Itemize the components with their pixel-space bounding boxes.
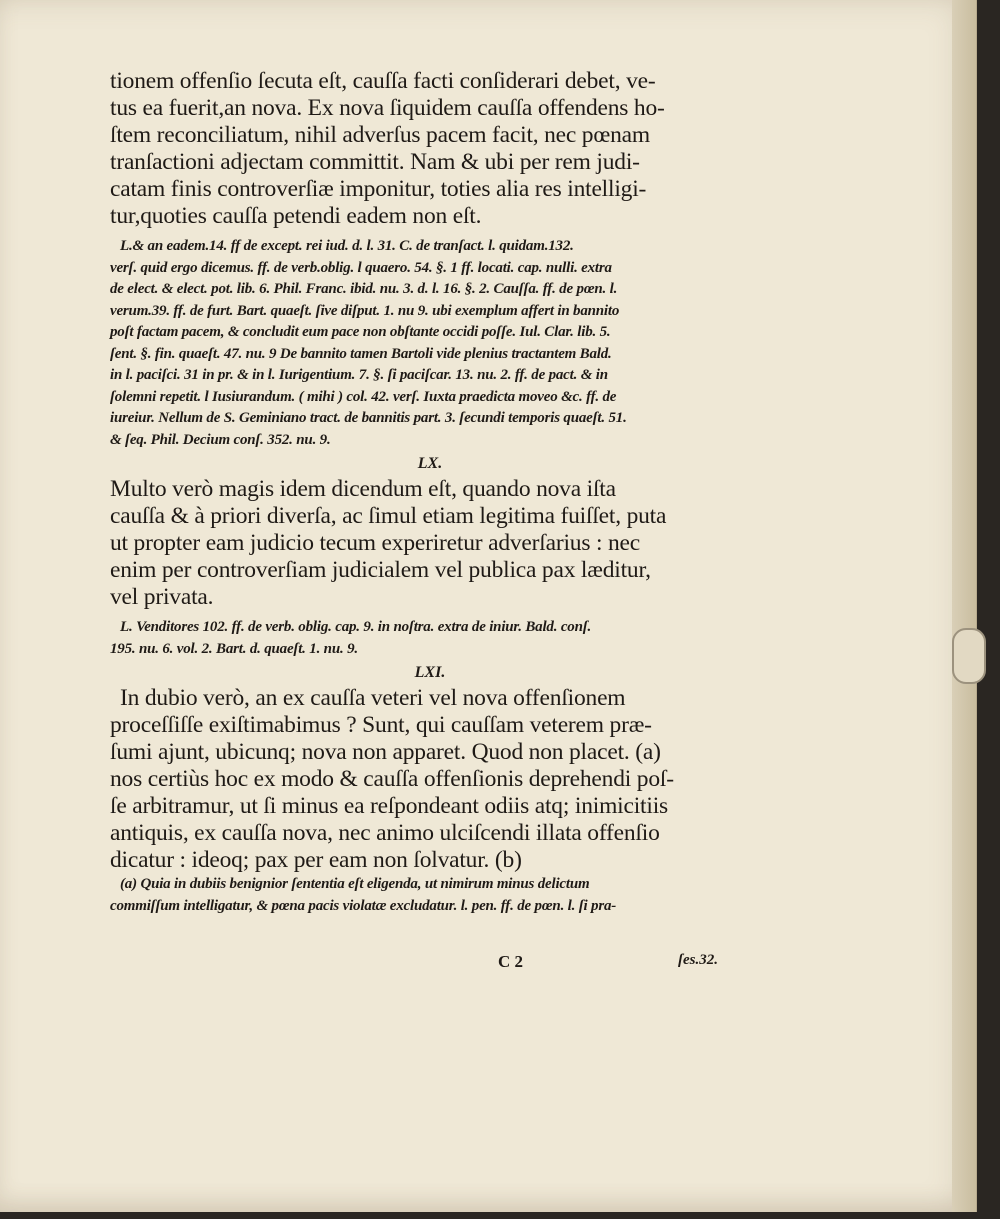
note-line: de elect. & elect. pot. lib. 6. Phil. Franc. ibid. nu. 3. d. l. 16. §. 2. Cauſſa. ff. de pœn. l. [110, 281, 618, 297]
paragraph-1 [110, 68, 750, 230]
note-line: verum.39. ff. de furt. Bart. quaeſt. ſive diſput. 1. nu 9. ubi exemplum affert in bannito [110, 302, 620, 319]
text-line: tur,quoties cauſſa petendi eadem non eſt. [110, 203, 482, 229]
paragraph-3 [110, 685, 750, 874]
note-line: poſt factam pacem, & concludit eum pace non obſtante occidi poſſe. Iul. Clar. lib. 5. [110, 324, 611, 340]
footnotes-3 [110, 874, 750, 917]
note-line: in l. paciſci. 31 in pr. & in l. Iurigentium. 7. §. ſi paciſcar. 13. nu. 2. ff. de pact. & in [110, 367, 608, 383]
note-line: & ſeq. Phil. Decium conſ. 352. nu. 9. [110, 431, 331, 448]
text-line: tranſactioni adjectam committit. Nam & ubi per rem judi- [110, 149, 640, 175]
text-line: ut propter eam judicio tecum experiretur adverſarius : nec [110, 530, 640, 556]
footnotes-2 [110, 617, 750, 660]
note-line: L. Venditores 102. ff. de verb. oblig. cap. 9. in noſtra. extra de iniur. Bald. conſ. [120, 619, 592, 635]
footnotes-1 [110, 236, 750, 451]
page-clip [952, 628, 986, 684]
note-line: 195. nu. 6. vol. 2. Bart. d. quaeſt. 1. nu. 9. [110, 640, 358, 657]
text-line: Multo verò magis idem dicendum eſt, quando nova iſta [110, 476, 616, 502]
text-line: tus ea fuerit,an nova. Ex nova ſiquidem cauſſa offendens ho- [110, 95, 665, 121]
text-line: proceſſiſſe exiſtimabimus ? Sunt, qui cauſſam veterem præ- [110, 712, 652, 738]
section-heading: LXI. [414, 664, 446, 681]
signature-mark: C 2 [498, 952, 524, 971]
note-line: iureiur. Nellum de S. Geminiano tract. de bannitis part. 3. ſecundi temporis quaeſt. 51. [110, 410, 627, 426]
note-line: (a) Quia in dubiis benignior ſententia eſt eligenda, ut nimirum minus delictum [120, 876, 590, 892]
page-edge [952, 0, 976, 1212]
page-text [110, 68, 750, 917]
text-line: antiquis, ex cauſſa nova, nec animo ulciſcendi illata offenſio [110, 820, 660, 846]
text-line: tionem offenſio ſecuta eſt, cauſſa facti conſiderari debet, ve- [110, 68, 656, 94]
text-line: enim per controverſiam judicialem vel publica pax læditur, [110, 557, 651, 583]
catchword: ſes.32. [678, 952, 718, 968]
note-line: L.& an eadem.14. ff de except. rei iud. d. l. 31. C. de tranſact. l. quidam.132. [120, 238, 574, 254]
note-line: ſolemni repetit. l Iusiurandum. ( mihi ) col. 42. verſ. Iuxta praedicta moveo &c. ff. de [110, 388, 617, 405]
section-heading: LX. [417, 455, 443, 472]
paragraph-2 [110, 476, 750, 611]
text-line: vel privata. [110, 584, 214, 610]
text-line: In dubio verò, an ex cauſſa veteri vel nova offenſionem [120, 685, 626, 711]
text-line: cauſſa & à priori diverſa, ac ſimul etiam legitima fuiſſet, puta [110, 503, 667, 529]
text-line: ſumi ajunt, ubicunq; nova non apparet. Quod non placet. (a) [110, 739, 661, 765]
text-line: ſe arbitramur, ut ſi minus ea reſpondeant odiis atq; inimicitiis [110, 793, 668, 819]
text-line: catam finis controverſiæ imponitur, toties alia res intelligi- [110, 176, 647, 202]
text-line: nos certiùs hoc ex modo & cauſſa offenſionis deprehendi poſ- [110, 766, 674, 792]
text-line: dicatur : ideoq; pax per eam non ſolvatur. (b) [110, 847, 522, 873]
note-line: ſent. §. fin. quaeſt. 47. nu. 9 De bannito tamen Bartoli vide plenius tractantem Bald. [110, 345, 612, 362]
text-line: ſtem reconciliatum, nihil adverſus pacem facit, nec pœnam [110, 122, 650, 148]
note-line: commiſſum intelligatur, & pœna pacis violatæ excludatur. l. pen. ff. de pœn. l. ſi pra- [110, 897, 617, 914]
note-line: verſ. quid ergo dicemus. ff. de verb.oblig. l quaero. 54. §. 1 ff. locati. cap. nulli. extra [110, 259, 612, 276]
